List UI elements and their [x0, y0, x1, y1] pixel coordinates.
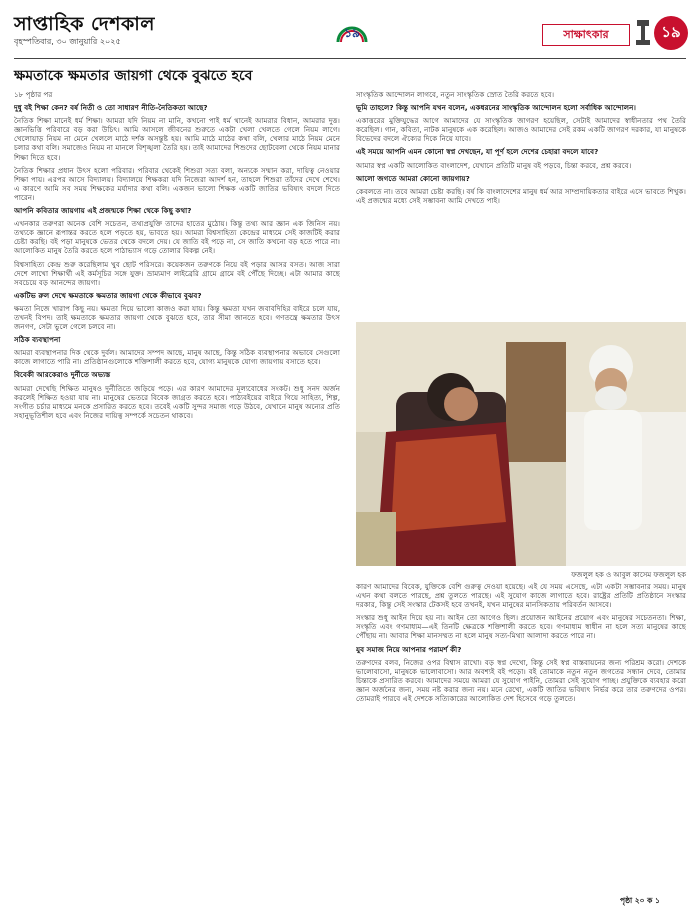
- lamp-icon: [634, 18, 652, 48]
- answer-paragraph: সংস্কার শুধু আইন দিয়ে হয় না। আইন তো আগেও ছিল। প্রয়োজন আইনের প্রয়োগ এবং মানুষের সচেতনতা। শিক্ষা, সংস্কৃতি এবং গণমাধ্যম—এই তিনটি ক্ষেত্রকে শক্তিশালী করতে হবে। গণমাধ্যম স্বাধীন না হলে সত্য মানুষের কাছে পৌঁছায় না। আবার শিক্ষা মানসম্মত না হলে মানুষ সত্য-মিথ্যা আলাদা করতে পারে না।: [356, 613, 686, 641]
- answer-paragraph: নৈতিক শিক্ষা মানেই ধর্ম শিক্ষা। আমরা যদি নিয়ম না মানি, কখনো পাই ধর্ম থানেই আমরার বিধান, আমরার দুত্ত। জ্ঞানভিত্তি পরিবারে বড় করা উচিৎ। আমি আসলে জীবনের শুরুতে একটা খেলা খেলতে গেলে নিয়ম লাগে। খেলোয়াড় নিয়ম না মেনে খেললে মাঠে দর্শক অসন্তুষ্ট হয়। আমি মাঠে মাঠের কথা বলি, খেলার মাঠে নিয়ম মেনে চলার কথা বলি। সমাজেও নিয়ম না মানলে বিশৃঙ্খলা তৈরি হয়। তাই আমাদের শিশুদের ছোটবেলা থেকে নিয়ম মানার শিক্ষা দিতে হবে।: [14, 116, 340, 162]
- photo-caption: ফজলুল হক ও আবুল কাসেম ফজলুল হক: [571, 571, 686, 579]
- answer-paragraph: বিশ্বসাহিত্য কেন্দ্র শুরু করেছিলাম খুব ছোট পরিসরে। কয়েকজন তরুণকে নিয়ে বই পড়ার আসর বসত। আজ সারা দেশে লাখো শিক্ষার্থী এই কর্মসূচির সঙ্গে যুক্ত। ভ্রাম্যমাণ লাইব্রেরি গ্রামে গ্রামে বই পৌঁছে দিচ্ছে। এটা আমার কাছে সবচেয়ে বড় আনন্দের জায়গা।: [14, 259, 340, 287]
- subheading: সঠিক ব্যবস্থাপনা: [14, 335, 61, 345]
- continued-from: ১৮ পৃষ্ঠার পর: [14, 90, 53, 99]
- question: এই সময়ে আপনি এমন কোনো স্বপ্ন দেখছেন, যা পূর্ণ হলে দেশের চেহারা বদলে যাবে?: [356, 147, 599, 157]
- question: দুধু বই শিক্ষা কেন? বর্ষ নিতী ও তো সাধারণ নীতি-নৈতিকতা আছে?: [14, 103, 208, 113]
- anniversary-logo: [332, 12, 372, 48]
- subheading: বিবেকী আরকেরাও দুর্নীতে অভ্যস্ত: [14, 370, 111, 380]
- interview-photo: [356, 322, 686, 566]
- question: আপনি কবিতার জায়গায় এই প্রজন্মকে শিক্ষা থেকে কিছু কথা?: [14, 206, 192, 216]
- answer-paragraph: ক্ষমতা নিজে খারাপ কিছু নয়। ক্ষমতা দিয়ে ভালো কাজও করা যায়। কিন্তু ক্ষমতা যখন জবাবদিহির বাইরে চলে যায়, তখনই বিপদ। তাই ক্ষমতাকে ক্ষমতার জায়গা থেকে বুঝতে হবে, তার সীমা জানতে হবে। গণতন্ত্রে ক্ষমতার উৎস জনগণ, সেটা ভুলে গেলে চলবে না।: [14, 303, 340, 332]
- left-column: [14, 90, 340, 890]
- section-label: সাক্ষাৎকার: [542, 24, 630, 46]
- question: একটিভ রুল দেখে ক্ষমতাকে ক্ষমতার জায়গা থেকে কীভাবে বুঝব?: [14, 290, 202, 300]
- headline: ক্ষমতাকে ক্ষমতার জায়গা থেকে বুঝতে হবে: [14, 68, 253, 84]
- right-column-top: [356, 90, 686, 318]
- answer-paragraph: কারণ আমাদের বিবেক, যুক্তিকে বেশি গুরুত্ব দেওয়া হয়েছে। এই যে সময় এসেছে, এটা একটা সম্ভাবনার সময়। মানুষ এখন কথা বলতে পারছে, প্রশ্ন তুলতে পারছে। এই সুযোগ কাজে লাগাতে হবে। রাষ্ট্রের প্রতিটি প্রতিষ্ঠানে সংস্কার দরকার, কিন্তু সেই সংস্কার টেকসই হবে তখনই, যখন মানুষের মানসিকতায় পরিবর্তন আসবে।: [356, 582, 686, 610]
- answer-paragraph: নৈতিক শিক্ষার প্রধান উৎস হলো পরিবার। পরিবার থেকেই শিশুরা সত্য বলা, অন্যকে সম্মান করা, দায়িত্ব নেওয়ার শিক্ষা পায়। এরপর আসে বিদ্যালয়। বিদ্যালয়ে শিক্ষকরা যদি নিজেরা আদর্শ হন, তাহলে শিশুরা তাঁদের দেখে শেখে। এ কারণে আমি সব সময় শিক্ষকের মর্যাদার কথা বলি। একজন ভালো শিক্ষক একটি জাতির ভবিষ্যৎ বদলে দিতে পারেন।: [14, 165, 340, 202]
- question: যুব সমাজ নিয়ে আপনার পরামর্শ কী?: [356, 644, 462, 654]
- answer-paragraph: কেবলতে না। তবে আমরা চেষ্টা করছি। বর্ষ কি বাংলাদেশের মানুষ ধর্ম আর সাম্প্রদায়িকতার বাইরে এসে ভাবতে শিখুক। এই প্রজন্মের মধ্যে সেই সম্ভাবনা আমি দেখতে পাই।: [356, 186, 686, 205]
- logo-number: ১৯: [344, 26, 360, 40]
- photo-illustration: [356, 322, 686, 566]
- header-rule: [14, 58, 686, 59]
- answer-paragraph: তরুণদের বলব, নিজের ওপর বিশ্বাস রাখো। বড় স্বপ্ন দেখো, কিন্তু সেই স্বপ্ন বাস্তবায়নের জন্য পরিশ্রম করো। দেশকে ভালোবাসো, মানুষকে ভালোবাসো। আর অবশ্যই বই পড়ো। বই তোমাকে নতুন নতুন জগতের সন্ধান দেবে, তোমার চিন্তাকে প্রসারিত করবে। আমাদের সময়ে আমরা যে সুযোগ পাইনি, তোমরা সেই সুযোগ পাচ্ছ। প্রযুক্তিকে ব্যবহার করো জ্ঞান অর্জনের জন্য, সময় নষ্ট করার জন্য নয়। মনে রেখো, একটি জাতির ভবিষ্যৎ নির্ভর করে তার তরুণদের ওপর। তোমরাই পারবে এই দেশকে সত্যিকারের আলোকিত দেশ হিসেবে গড়ে তুলতে।: [356, 657, 686, 704]
- dateline: বৃহস্পতিবার, ৩০ জানুয়ারি ২০২৫: [14, 37, 121, 46]
- answer-paragraph: এখনকার তরুণরা অনেক বেশি সচেতন, তথ্যপ্রযুক্তি তাদের হাতের মুঠোয়। কিন্তু তথ্য আর জ্ঞান এক জিনিস নয়। তথ্যকে জ্ঞানে রূপান্তর করতে হলে পড়তে হয়, ভাবতে হয়। আমরা বিশ্বসাহিত্য কেন্দ্রের মাধ্যমে সেই কাজটিই করার চেষ্টা করছি। বই পড়া মানুষকে ভেতর থেকে বদলে দেয়। যে জাতি বই পড়ে না, সে জাতি কখনো বড় হতে পারে না। আলোকিত মানুষ তৈরি করতে হলে পাঠাভ্যাস গড়ে তোলার বিকল্প নেই।: [14, 219, 340, 256]
- answer-paragraph: আমার স্বপ্ন একটি আলোকিত বাংলাদেশ, যেখানে প্রতিটি মানুষ বই পড়বে, চিন্তা করবে, প্রশ্ন করবে।: [356, 160, 632, 170]
- answer-paragraph: আমরা দেখেছি শিক্ষিত মানুষও দুর্নীতিতে জড়িয়ে পড়ে। এর কারণ আমাদের মূল্যবোধের সংকট। শুধু সনদ অর্জন করলেই শিক্ষিত হওয়া যায় না। মানুষের ভেতরে বিবেক জাগ্রত করতে হবে। পাঠ্যবইয়ের বাইরে গিয়ে সাহিত্য, শিল্প, সংগীত চর্চার মাধ্যমে মনকে প্রসারিত করতে হবে। তবেই একটি সুন্দর সমাজ গড়ে উঠবে, যেখানে মানুষ অন্যের প্রতি সহানুভূতিশীল হবে এবং নিজের দায়িত্ব সম্পর্কে সচেতন থাকবে।: [14, 383, 340, 420]
- continued-on: পৃষ্ঠা ২০ ক ১: [620, 896, 660, 905]
- question: আলো জগতে আমরা কোনো জায়গায়?: [356, 173, 470, 183]
- page-header: [14, 10, 686, 58]
- answer-paragraph: একাত্তরের মুক্তিযুদ্ধের আগে আমাদের যে সাংস্কৃতিক জাগরণ হয়েছিল, সেটাই আমাদের স্বাধীনতার পথ তৈরি করেছিল। গান, কবিতা, নাটক মানুষকে এক করেছিল। আজও আমাদের সেই রকম একটি জাগরণ দরকার, যা মানুষকে বিভেদের বদলে ঐক্যের দিকে নিয়ে যাবে।: [356, 116, 686, 144]
- page-number-badge: ১৯: [654, 16, 688, 50]
- answer-paragraph: আমরা ব্যবস্থাপনার দিক থেকে দুর্বল। আমাদের সম্পদ আছে, মানুষ আছে, কিন্তু সঠিক ব্যবস্থাপনার অভাবে সেগুলো কাজে লাগাতে পারি না। প্রতিষ্ঠানগুলোকে শক্তিশালী করতে হবে, যোগ্য মানুষকে যোগ্য জায়গায় বসাতে হবে।: [14, 348, 340, 367]
- right-column-bottom: [356, 582, 686, 892]
- answer-paragraph: সাংস্কৃতিক আন্দোলন লাগবে, নতুন সাংস্কৃতিক স্রোত তৈরি করতে হবে।: [356, 90, 555, 99]
- question: ভূমি তাহলে? কিন্তু আপনি যখন বলেন, একধরনের সাংস্কৃতিক আন্দোলন হলো সর্বাধিক আন্দোলন।: [356, 103, 637, 113]
- masthead: সাপ্তাহিক দেশকাল: [14, 13, 155, 35]
